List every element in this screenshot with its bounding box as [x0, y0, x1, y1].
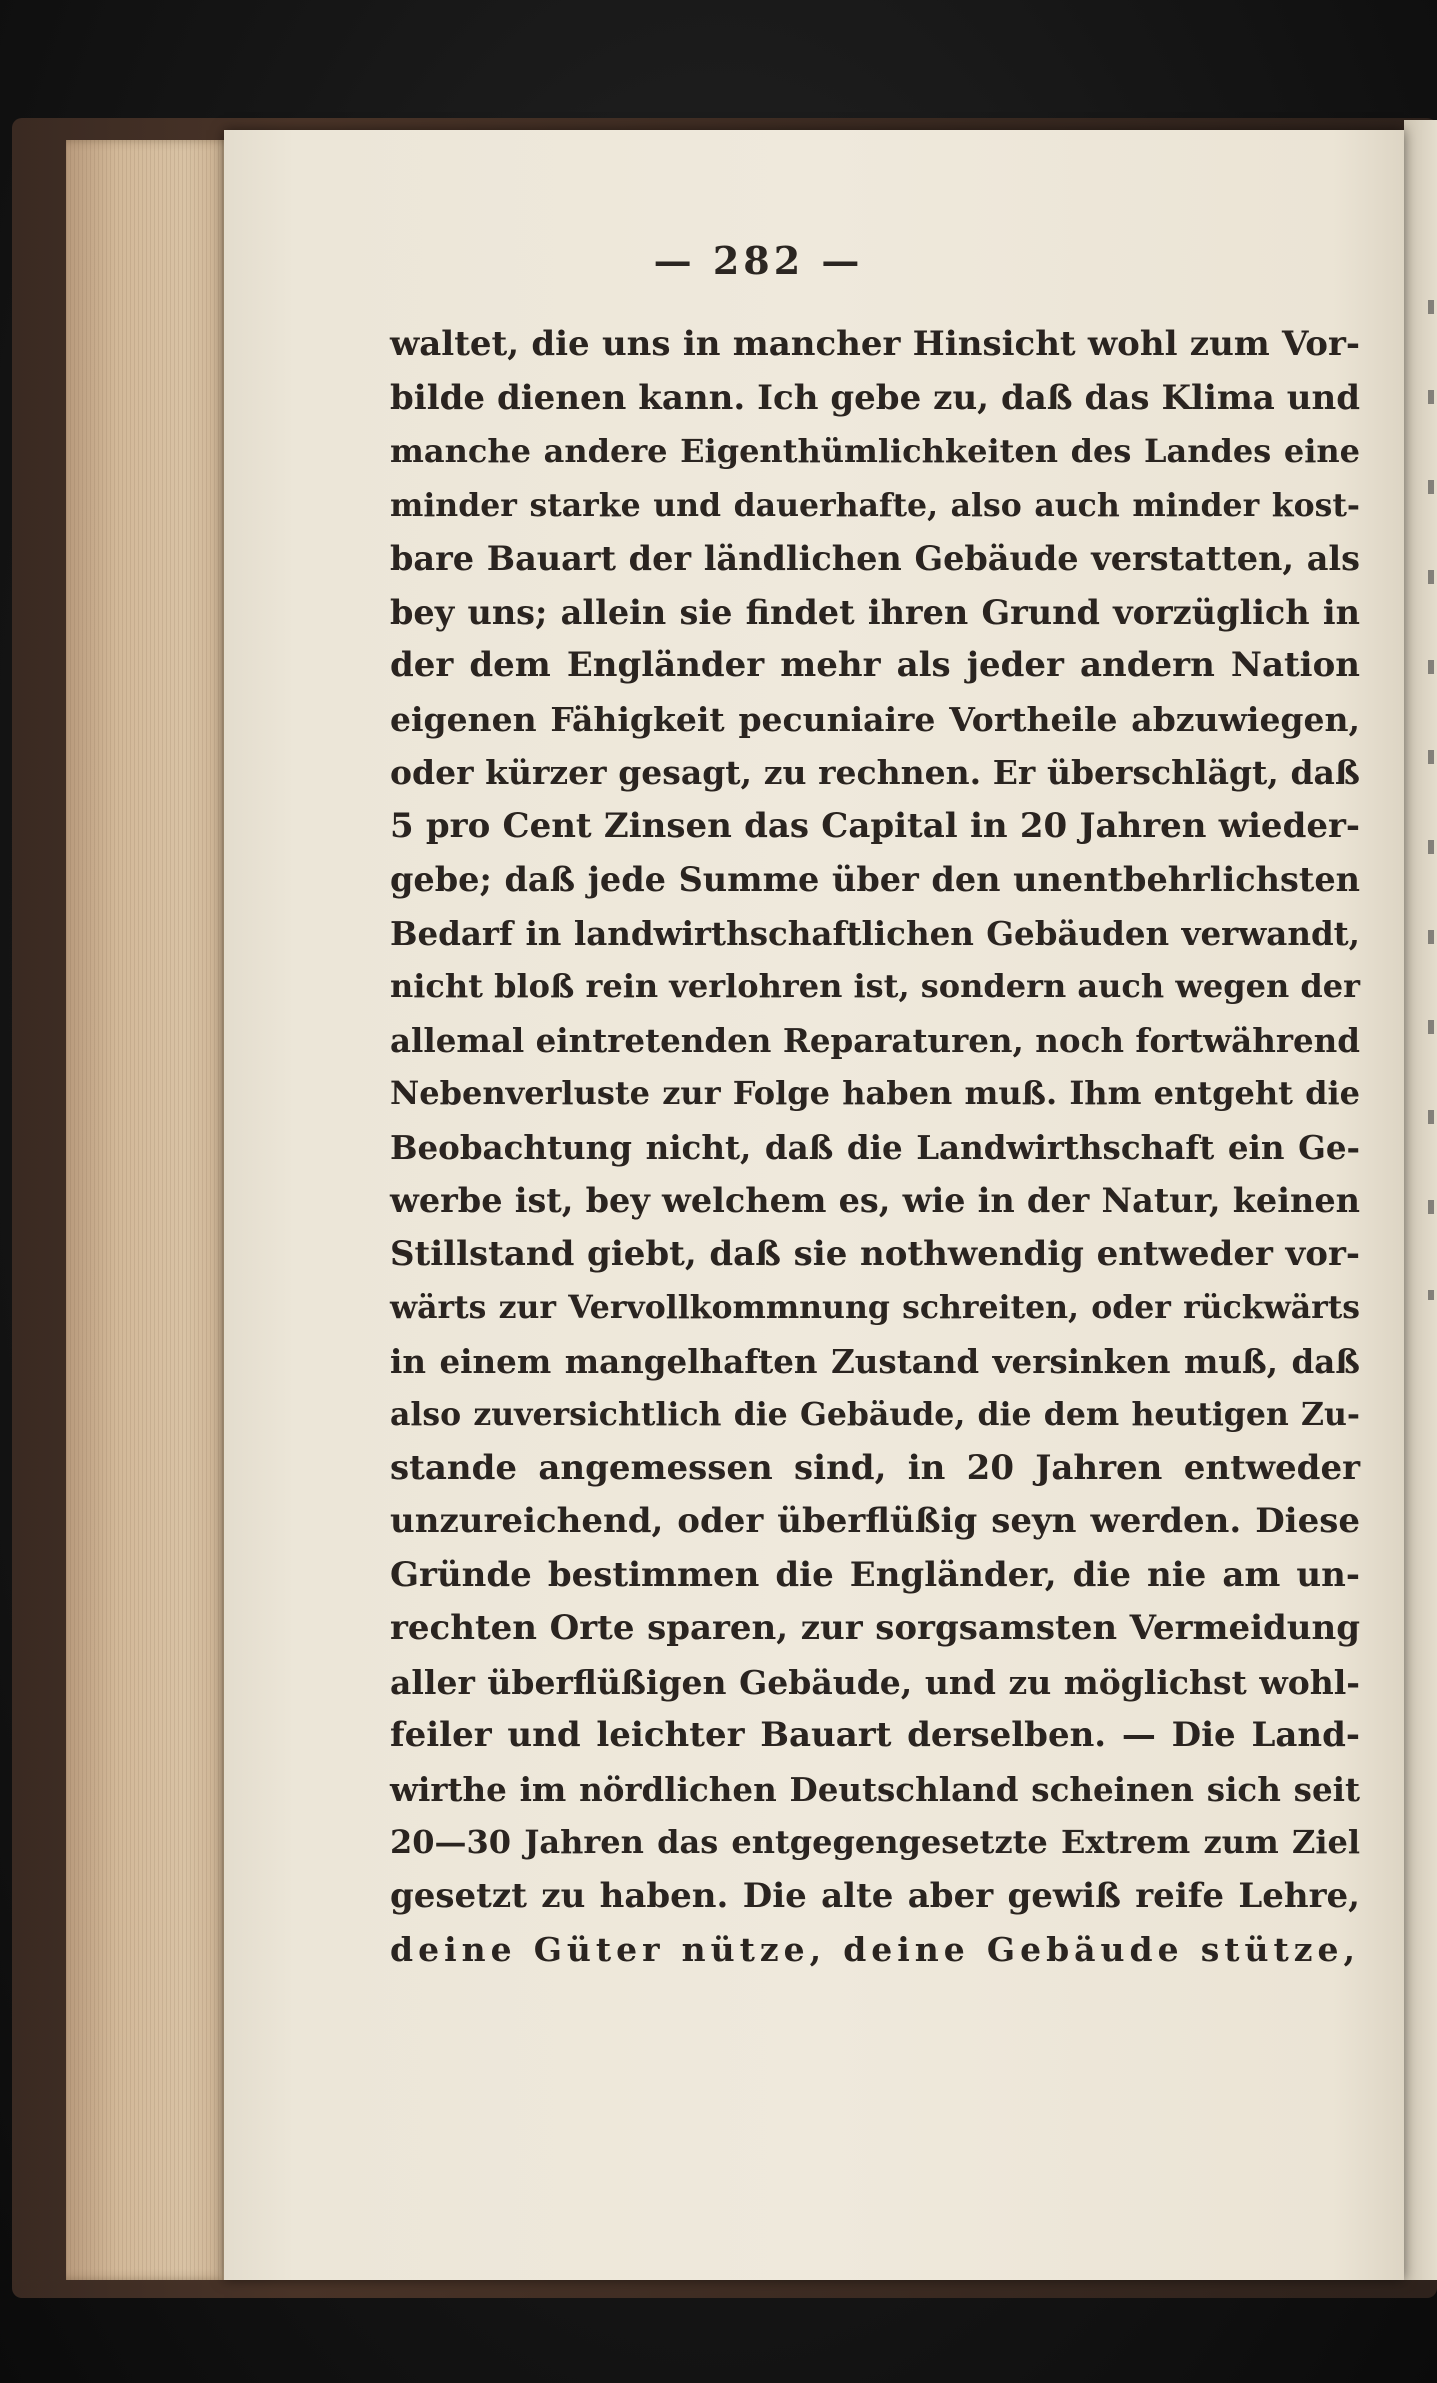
text-line: werbe ist, bey welchem es, wie in der Natur, keinen: [390, 1181, 1360, 1220]
text-line: bey uns; allein sie findet ihren Grund vorzüglich in: [390, 592, 1360, 632]
text-line: Stillstand giebt, daß sie nothwendig entweder vor-: [390, 1233, 1360, 1274]
text-line: also zuversichtlich die Gebäude, die dem heutigen Zu-: [390, 1396, 1360, 1433]
text-line: Beobachtung nicht, daß die Landwirthschaft ein Ge-: [390, 1127, 1360, 1167]
text-line: rechten Orte sparen, zur sorgsamsten Vermeidung: [390, 1608, 1360, 1648]
page-number: — 282 —: [653, 238, 864, 283]
text-line: wärts zur Vervollkommnung schreiten, oder rückwärts: [390, 1289, 1360, 1326]
text-line: nicht bloß rein verlohren ist, sondern auch wegen der: [390, 967, 1360, 1005]
text-line: gesetzt zu haben. Die alte aber gewiß reife Lehre,: [390, 1875, 1360, 1916]
page-text: [390, 318, 1360, 1977]
next-page-text-marks: [1428, 300, 1434, 1300]
text-line: oder kürzer gesagt, zu rechnen. Er überschlägt, daß: [390, 753, 1360, 792]
text-line: Bedarf in landwirthschaftlichen Gebäuden verwandt,: [390, 913, 1360, 953]
text-line: 20—30 Jahren das entgegengesetzte Extrem zum Ziel: [390, 1823, 1360, 1861]
page-edges: [66, 140, 236, 2280]
text-line: 5 pro Cent Zinsen das Capital in 20 Jahren wieder-: [390, 805, 1360, 846]
text-line: in einem mangelhaften Zustand versinken muß, daß: [390, 1341, 1360, 1381]
text-line: gebe; daß jede Summe über den unentbehrlichsten: [390, 860, 1360, 899]
text-line: feiler und leichter Bauart derselben. — Die Land-: [390, 1715, 1360, 1755]
text-line: deine Güter nütze, deine Gebäude stütze,: [390, 1930, 1360, 1969]
text-line: wirthe im nördlichen Deutschland scheinen sich seit: [390, 1769, 1360, 1809]
text-line: allemal eintretenden Reparaturen, noch fortwährend: [390, 1020, 1360, 1060]
text-line: bilde dienen kann. Ich gebe zu, daß das Klima und: [390, 377, 1360, 418]
text-line: unzureichend, oder überflüßig seyn werden. Diese: [390, 1501, 1360, 1541]
text-line: waltet, die uns in mancher Hinsicht wohl zum Vor-: [390, 324, 1360, 364]
text-line: bare Bauart der ländlichen Gebäude verstatten, als: [390, 539, 1360, 578]
text-line: stande angemessen sind, in 20 Jahren entweder: [390, 1447, 1360, 1488]
text-line: Nebenverluste zur Folge haben muß. Ihm entgeht die: [390, 1074, 1360, 1112]
text-line: manche andere Eigenthümlichkeiten des Landes eine: [390, 432, 1360, 470]
text-line: aller überflüßigen Gebäude, und zu möglichst wohl-: [390, 1662, 1360, 1702]
text-line: der dem Engländer mehr als jeder andern Nation: [390, 645, 1360, 685]
text-line: minder starke und dauerhafte, also auch minder kost-: [390, 486, 1360, 524]
text-line: eigenen Fähigkeit pecuniaire Vortheile abzuwiegen,: [390, 699, 1360, 739]
text-line: Gründe bestimmen die Engländer, die nie am un-: [390, 1554, 1360, 1595]
